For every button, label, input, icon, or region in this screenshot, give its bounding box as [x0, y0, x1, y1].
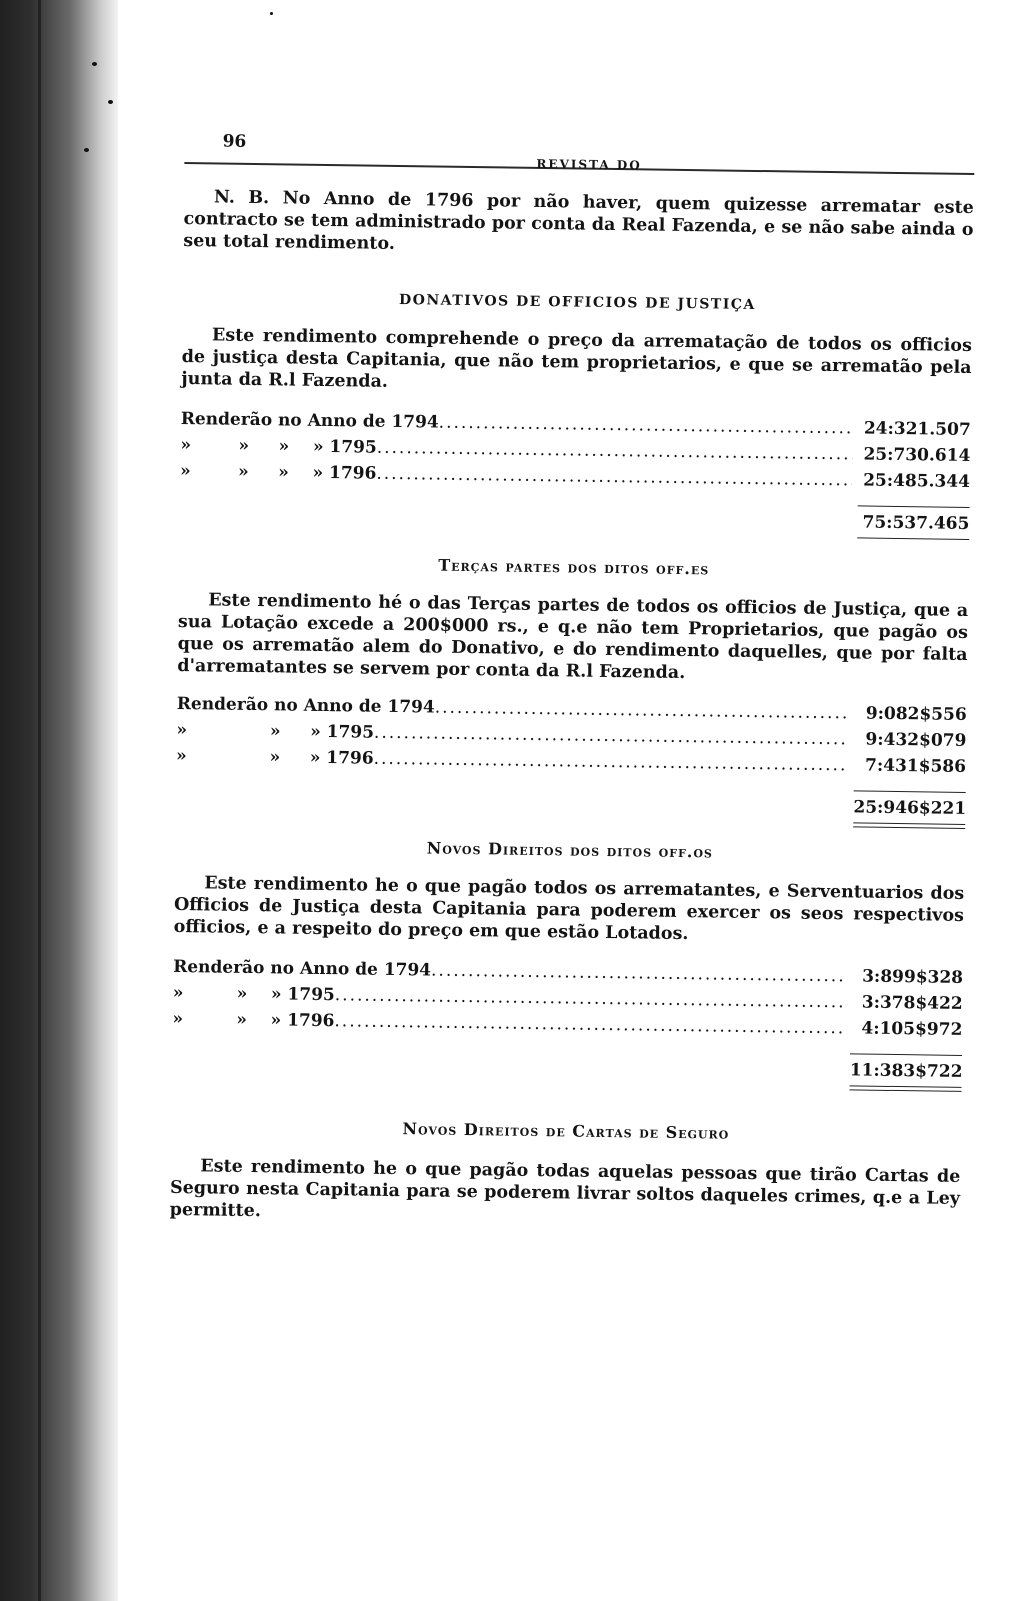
section-tercas-partes [175, 551, 969, 829]
row-label: Renderão no Anno de 1794 [180, 408, 439, 433]
ink-speck [108, 100, 113, 104]
running-head: REVISTA DO [536, 156, 642, 173]
page-number: 96 [222, 131, 247, 152]
revenue-table [172, 956, 963, 1045]
row-label: » » » 1795 [176, 719, 375, 743]
section-title: Novos Direitos de Cartas de Seguro [402, 1119, 730, 1143]
row-label: » » » 1796 [175, 745, 374, 769]
total-value: 75:537.465 [857, 505, 969, 535]
section-cartas-de-seguro [170, 1115, 961, 1232]
section-title: Novos Direitos dos ditos off.os [426, 838, 714, 862]
row-label: » » » » 1796 [179, 460, 377, 484]
section-donativos [179, 286, 972, 540]
revenue-table [180, 408, 971, 497]
row-value: 7:431$586 [864, 755, 967, 777]
row-value: 9:082$556 [865, 703, 967, 725]
nb-note: N. B. No Anno de 1796 por não haver, quem quizesse arrematar este contracto se tem administrado por conta da Real Fazenda, e se não sabe ainda o seu total rendimento. [183, 187, 974, 254]
row-value: 25:730.614 [863, 444, 971, 466]
page-header [184, 118, 975, 175]
row-value: 3:378$422 [861, 992, 963, 1014]
section-title: DONATIVOS DE OFFICIOS DE JUSTIÇA [398, 292, 756, 313]
row-value: 24:321.507 [863, 418, 971, 440]
ink-speck [92, 62, 97, 66]
row-label: Renderão no Anno de 1794 [176, 693, 435, 718]
row-label: » » » 1796 [172, 1008, 335, 1032]
document-page [165, 118, 975, 1569]
row-value: 25:485.344 [863, 470, 971, 492]
row-value: 9:432$079 [865, 729, 967, 751]
book-spine-shadow [0, 0, 118, 1601]
ink-speck [84, 148, 89, 152]
binding-edge [38, 0, 41, 1601]
section-novos-direitos [172, 834, 965, 1092]
row-value: 3:899$328 [862, 966, 964, 988]
row-label: » » » 1795 [172, 982, 335, 1006]
section-title: Terças partes dos ditos off.es [438, 555, 710, 579]
section-body: Este rendimento comprehende o preço da arrematação de todos os officios de justiça desta Capitania, que não tem proprietarios, e que se arrematão pela junta da R.l Fazenda. [181, 325, 973, 392]
row-value: 4:105$972 [861, 1018, 963, 1040]
section-body: Este rendimento hé o das Terças partes de todos os officios de Justiça, que a sua Lotação excede a 200$000 rs., e q.e não tem Proprietarios, que pagão os que os arrematão alem do Donativo, e do rendimento daquelles, que por falta d'arrematantes se servem por conta da R.l Fazenda. [177, 590, 969, 684]
ink-speck [270, 12, 273, 15]
section-body: Este rendimento he o que pagão todos os arrematantes, e Serventuarios dos Officios de Justiça desta Capitania para poderem exercer os seos respectivos officios, e a respeito do preço em que estão Lotados. [173, 873, 965, 945]
leader-dots [435, 697, 849, 725]
section-body: Este rendimento he o que pagão todas aquelas pessoas que tirão Cartas de Seguro nesta Capitania para se poderem livrar soltos daqueles crimes, q.e a Ley permitte. [169, 1156, 961, 1222]
row-label: Renderão no Anno de 1794 [173, 956, 432, 981]
row-label: » » » » 1795 [180, 434, 377, 458]
total-value: 11:383$722 [850, 1053, 962, 1083]
leader-dots [431, 960, 845, 988]
revenue-table [176, 693, 967, 782]
leader-dots [439, 412, 853, 440]
total-value: 25:946$221 [853, 790, 965, 820]
